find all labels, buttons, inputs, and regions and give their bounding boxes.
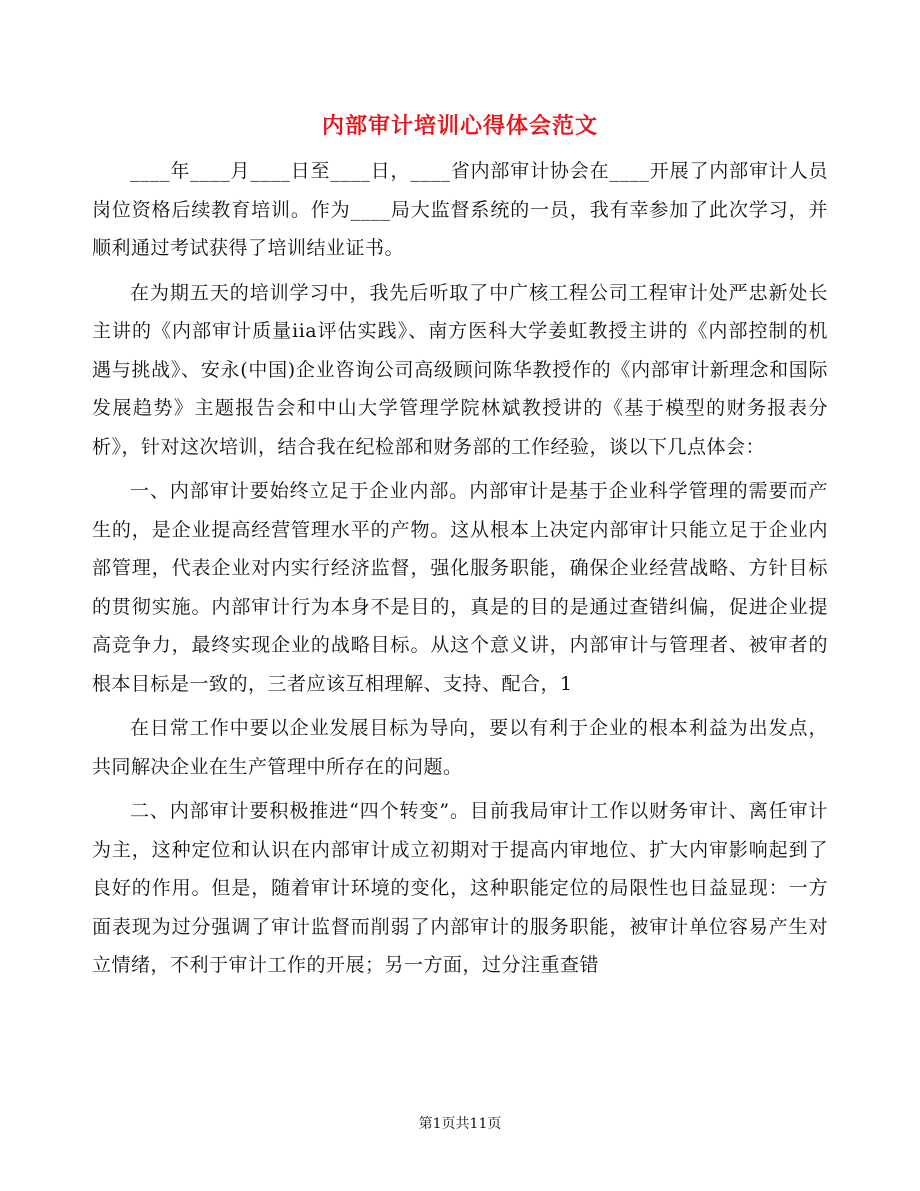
paragraph-1: ____年____月____日至____日，____省内部审计协会在____开展了内部审计人员岗位资格后续教育培训。作为____局大监督系统的一员，我有幸参加了此次学习，并顺利通过考试获得了培训结业证书。 xyxy=(92,160,828,259)
document-body xyxy=(92,152,828,991)
paragraph-4: 在日常工作中要以企业发展目标为导向，要以有利于企业的根本利益为出发点，共同解决企业在生产管理中所存在的问题。 xyxy=(92,717,828,778)
paragraph-5: 二、内部审计要积极推进“四个转变”。目前我局审计工作以财务审计、离任审计为主，这种定位和认识在内部审计成立初期对于提高内审地位、扩大内审影响起到了良好的作用。但是，随着审计环境的变化，这种职能定位的局限性也日益显现：一方面表现为过分强调了审计监督而削弱了内部审计的服务职能，被审计单位容易产生对立情绪，不利于审计工作的开展；另一方面，过分注重查错 xyxy=(92,800,828,976)
paragraph-3: 一、内部审计要始终立足于企业内部。内部审计是基于企业科学管理的需要而产生的，是企业提高经营管理水平的产物。这从根本上决定内部审计只能立足于企业内部管理，代表企业对内实行经济监督，强化服务职能，确保企业经营战略、方针目标的贯彻实施。内部审计行为本身不是目的，真是的目的是通过查错纠偏，促进企业提高竞争力，最终实现企业的战略目标。从这个意义讲，内部审计与管理者、被审者的根本目标是一致的，三者应该互相理解、支持、配合，1 xyxy=(92,480,828,695)
paragraph-2: 在为期五天的培训学习中，我先后听取了中广核工程公司工程审计处严忠新处长主讲的《内部审计质量iia评估实践》、南方医科大学姜虹教授主讲的《内部控制的机遇与挑战》、安永(中国)企业咨询公司高级顾问陈华教授作的《内部审计新理念和国际发展趋势》主题报告会和中山大学管理学院林斌教授讲的《基于模型的财务报表分析》，针对这次培训，结合我在纪检部和财务部的工作经验，谈以下几点体会： xyxy=(92,281,828,458)
page-number: 第1页共11页 xyxy=(418,1116,502,1132)
document-title: 内部审计培训心得体会范文 xyxy=(321,113,598,139)
